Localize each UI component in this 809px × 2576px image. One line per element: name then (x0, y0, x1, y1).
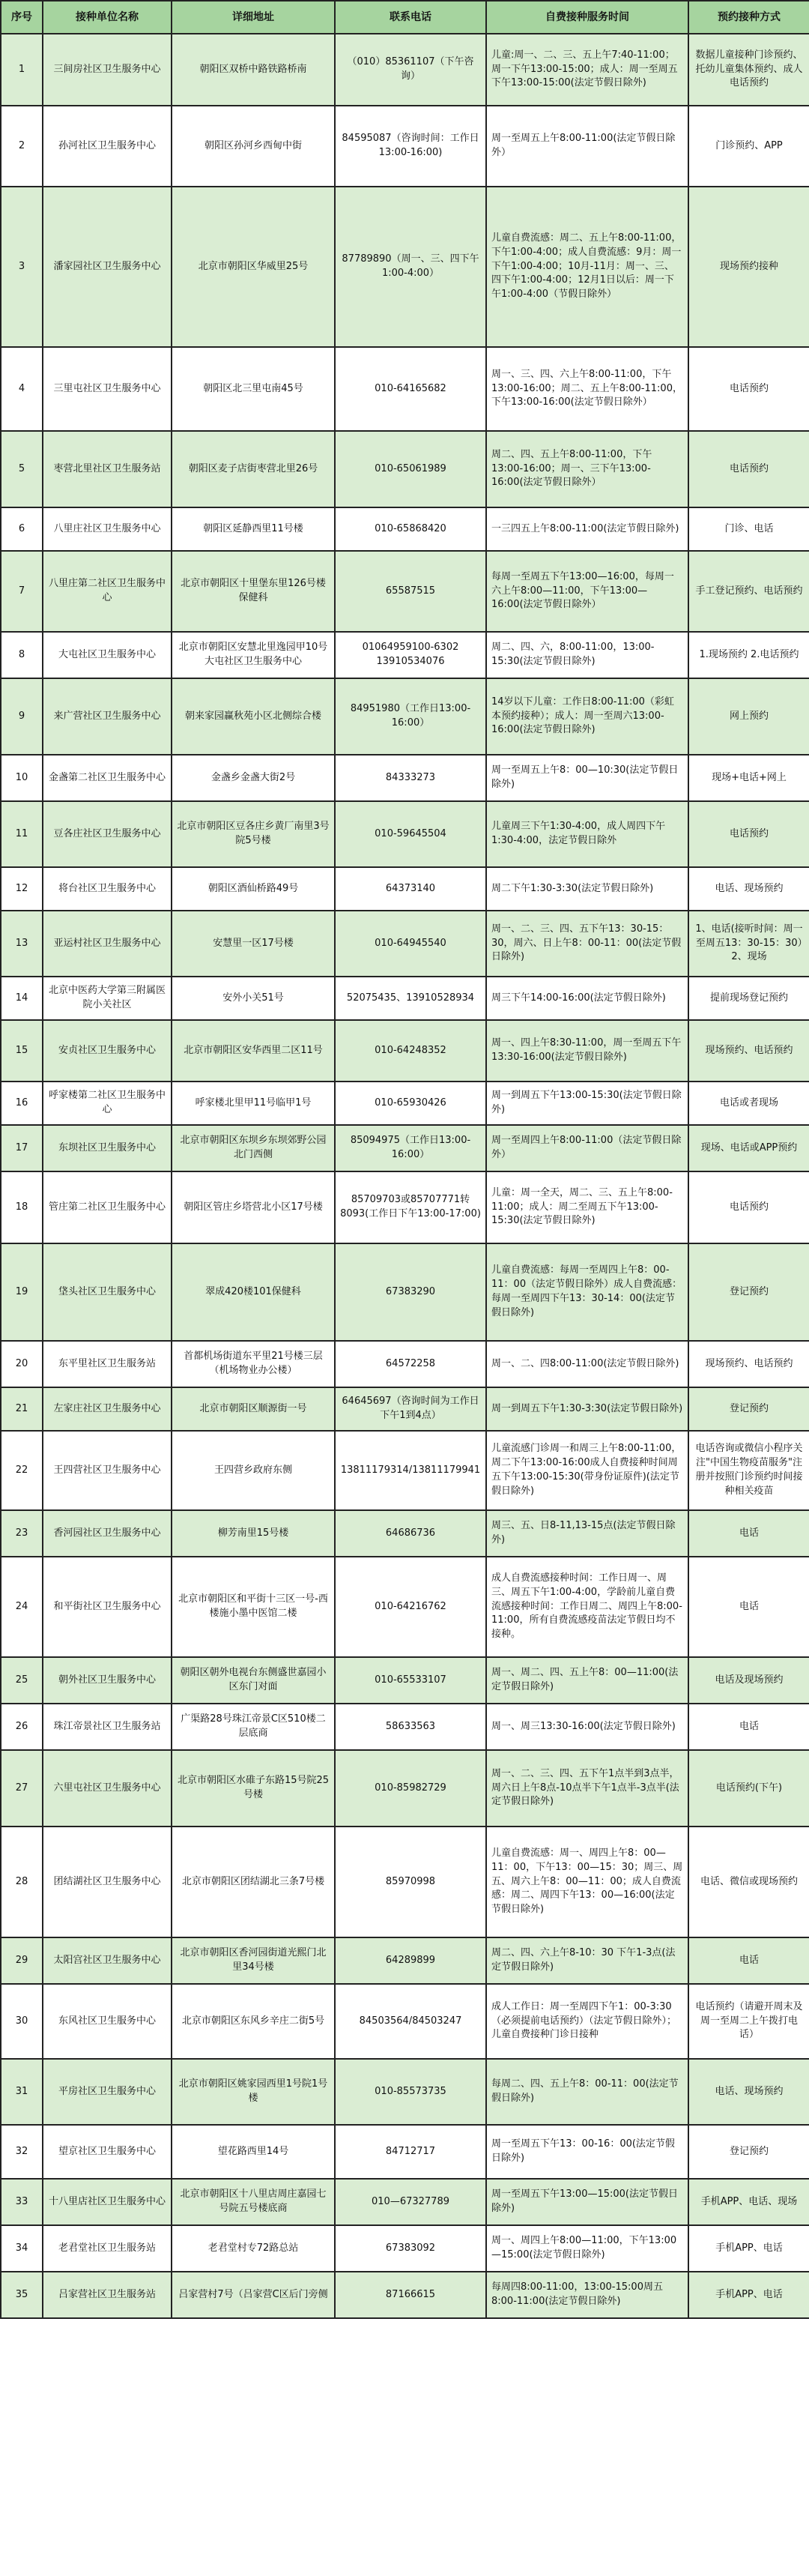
table-row (1, 1341, 809, 1387)
row-number: 9 (1, 678, 43, 755)
row-number: 7 (1, 551, 43, 632)
row-number: 4 (1, 347, 43, 431)
address: 翠成420楼101保健科 (172, 1243, 335, 1341)
phone: 010—67327789 (335, 2179, 486, 2225)
unit-name: 东风社区卫生服务中心 (43, 1984, 172, 2059)
phone: （010）85361107（下午咨询） (335, 34, 486, 106)
service-time: 周一至周五下午13：00-16：00(法定节假日除外) (486, 2125, 688, 2179)
phone: 85970998 (335, 1827, 486, 1937)
unit-name: 望京社区卫生服务中心 (43, 2125, 172, 2179)
table-row (1, 801, 809, 867)
address: 朝阳区朝外电视台东侧盛世嘉园小区东门对面 (172, 1657, 335, 1704)
unit-name: 平房社区卫生服务中心 (43, 2059, 172, 2125)
unit-name: 太阳宫社区卫生服务中心 (43, 1937, 172, 1984)
address: 朝阳区北三里屯南45号 (172, 347, 335, 431)
booking-method: 电话及现场预约 (688, 1657, 809, 1704)
booking-method: 现场+电话+网上 (688, 755, 809, 801)
unit-name: 将台社区卫生服务中心 (43, 867, 172, 911)
table-row (1, 1510, 809, 1557)
unit-name: 东坝社区卫生服务中心 (43, 1125, 172, 1171)
booking-method: 登记预约 (688, 2125, 809, 2179)
booking-method: 现场预约、电话预约 (688, 1020, 809, 1082)
header-time: 自费接种服务时间 (486, 1, 688, 34)
booking-method: 登记预约 (688, 1243, 809, 1341)
service-time: 14岁以下儿童：工作日8:00-11:00（彩虹本预约接种）；成人：周一至周六13:00-16:00(法定节假日除外) (486, 678, 688, 755)
unit-name: 王四营社区卫生服务中心 (43, 1431, 172, 1510)
table-row (1, 755, 809, 801)
phone: 010-85573735 (335, 2059, 486, 2125)
address: 朝阳区酒仙桥路49号 (172, 867, 335, 911)
unit-name: 豆各庄社区卫生服务中心 (43, 801, 172, 867)
phone: 84951980（工作日13:00-16:00） (335, 678, 486, 755)
phone: 010-64945540 (335, 911, 486, 977)
phone: 87789890（周一、三、四下午1:00-4:00） (335, 187, 486, 347)
address: 金盏乡金盏大街2号 (172, 755, 335, 801)
address: 北京市朝阳区十里堡东里126号楼保健科 (172, 551, 335, 632)
unit-name: 老君堂社区卫生服务站 (43, 2225, 172, 2272)
unit-name: 呼家楼第二社区卫生服务中心 (43, 1082, 172, 1125)
row-number: 11 (1, 801, 43, 867)
address: 老君堂村专72路总站 (172, 2225, 335, 2272)
service-time: 周二下午1:30-3:30(法定节假日除外) (486, 867, 688, 911)
booking-method: 网上预约 (688, 678, 809, 755)
table-row (1, 678, 809, 755)
phone: 67383092 (335, 2225, 486, 2272)
address: 北京市朝阳区豆各庄乡黄厂南里3号院5号楼 (172, 801, 335, 867)
table-row (1, 1171, 809, 1243)
header-no: 序号 (1, 1, 43, 34)
service-time: 成人工作日：周一至周四下午1：00-3:30（必须提前电话预约）（法定节假日除外）；儿童自费接种门诊日接种 (486, 1984, 688, 2059)
service-time: 周一到周五下午13:00-15:30(法定节假日除外) (486, 1082, 688, 1125)
address: 北京市朝阳区东坝乡东坝郊野公园北门西侧 (172, 1125, 335, 1171)
phone: 64686736 (335, 1510, 486, 1557)
unit-name: 和平街社区卫生服务中心 (43, 1557, 172, 1657)
booking-method: 1.现场预约 2.电话预约 (688, 632, 809, 678)
table-row (1, 867, 809, 911)
address: 北京市朝阳区华威里25号 (172, 187, 335, 347)
unit-name: 左家庄社区卫生服务中心 (43, 1387, 172, 1431)
service-time: 周一、周二、四、五上午8：00—11:00(法定节假日除外) (486, 1657, 688, 1704)
service-time: 每周二、四、五上午8：00-11：00(法定节假日除外) (486, 2059, 688, 2125)
service-time: 周一、周三13:30-16:00(法定节假日除外) (486, 1704, 688, 1750)
phone: 64645697（咨询时间为工作日下午1到4点） (335, 1387, 486, 1431)
table-row (1, 106, 809, 187)
service-time: 每周四8:00-11:00，13:00-15:00周五8:00-11:00(法定节假日除外) (486, 2272, 688, 2318)
address: 首都机场街道东平里21号楼三层（机场物业办公楼） (172, 1341, 335, 1387)
address: 北京市朝阳区安慧北里逸园甲10号大屯社区卫生服务中心 (172, 632, 335, 678)
row-number: 33 (1, 2179, 43, 2225)
table-row (1, 1431, 809, 1510)
row-number: 20 (1, 1341, 43, 1387)
unit-name: 朝外社区卫生服务中心 (43, 1657, 172, 1704)
service-time: 周二、四、五上午8:00-11:00，下午13:00-16:00；周一、三下午13:00-16:00(法定节假日除外） (486, 431, 688, 507)
address: 呼家楼北里甲11号临甲1号 (172, 1082, 335, 1125)
table-row (1, 2179, 809, 2225)
service-time: 周一、周四上午8:00—11:00，下午13:00—15:00(法定节假日除外) (486, 2225, 688, 2272)
unit-name: 八里庄第二社区卫生服务中心 (43, 551, 172, 632)
table-row (1, 1557, 809, 1657)
unit-name: 东平里社区卫生服务站 (43, 1341, 172, 1387)
service-time: 儿童自费流感：每周一至周四上午8：00-11：00（法定节假日除外）成人自费流感：每周一至周四下午13：30-14：00(法定节假日除外) (486, 1243, 688, 1341)
header-row (1, 1, 809, 34)
phone: 85094975（工作日13:00-16:00） (335, 1125, 486, 1171)
booking-method: 门诊、电话 (688, 507, 809, 551)
table-row (1, 1020, 809, 1082)
service-time: 周三下午14:00-16:00(法定节假日除外) (486, 977, 688, 1020)
phone: 52075435、13910528934 (335, 977, 486, 1020)
service-time: 儿童自费流感：周二、五上午8:00-11:00，下午1:00-4:00；成人自费流感：9月：周一下午1:00-4:00；10月-11月：周一、三、四下午1:00-4:00；12月1日以后：周一下午1:00-4:00（节假日除外） (486, 187, 688, 347)
table-row (1, 1657, 809, 1704)
row-number: 26 (1, 1704, 43, 1750)
booking-method: 现场、电话或APP预约 (688, 1125, 809, 1171)
unit-name: 管庄第二社区卫生服务中心 (43, 1171, 172, 1243)
booking-method: 门诊预约、APP (688, 106, 809, 187)
address: 北京市朝阳区团结湖北三条7号楼 (172, 1827, 335, 1937)
booking-method: 电话 (688, 1937, 809, 1984)
table-row (1, 187, 809, 347)
service-time: 周一到周五下午1:30-3:30(法定节假日除外) (486, 1387, 688, 1431)
booking-method: 电话预约 (688, 431, 809, 507)
row-number: 31 (1, 2059, 43, 2125)
phone: 84595087（咨询时间：工作日13:00-16:00) (335, 106, 486, 187)
address: 朝来家园赢秋苑小区北侧综合楼 (172, 678, 335, 755)
booking-method: 电话、微信或现场预约 (688, 1827, 809, 1937)
phone: 64373140 (335, 867, 486, 911)
unit-name: 团结湖社区卫生服务中心 (43, 1827, 172, 1937)
unit-name: 吕家营社区卫生服务站 (43, 2272, 172, 2318)
row-number: 19 (1, 1243, 43, 1341)
booking-method: 1、电话(接听时间：周一至周五13：30-15：30）2、现场 (688, 911, 809, 977)
address: 北京市朝阳区和平街十三区一号-西楼施小墨中医馆二楼 (172, 1557, 335, 1657)
table-row (1, 1750, 809, 1827)
unit-name: 珠江帝景社区卫生服务站 (43, 1704, 172, 1750)
booking-method: 现场预约、电话预约 (688, 1341, 809, 1387)
phone: 84503564/84503247 (335, 1984, 486, 2059)
phone: 84712717 (335, 2125, 486, 2179)
booking-method: 电话或者现场 (688, 1082, 809, 1125)
table-row (1, 2225, 809, 2272)
booking-method: 电话预约（请避开周末及周一至周二上午拨打电话） (688, 1984, 809, 2059)
address: 广渠路28号珠江帝景C区510楼二层底商 (172, 1704, 335, 1750)
unit-name: 八里庄社区卫生服务中心 (43, 507, 172, 551)
table-row (1, 1704, 809, 1750)
booking-method: 手机APP、电话 (688, 2272, 809, 2318)
phone: 65587515 (335, 551, 486, 632)
service-time: 周二、四、六，8:00-11:00，13:00-15:30(法定节假日除外) (486, 632, 688, 678)
table-row (1, 34, 809, 106)
header-method: 预约接种方式 (688, 1, 809, 34)
service-time: 周一、二、三、四、五下午13：30-15：30，周六、日上午8：00-11：00(法定节假日除外) (486, 911, 688, 977)
row-number: 23 (1, 1510, 43, 1557)
table-row (1, 1082, 809, 1125)
phone: 010-64248352 (335, 1020, 486, 1082)
row-number: 27 (1, 1750, 43, 1827)
service-time: 周一至周四上午8:00-11:00（法定节假日除外） (486, 1125, 688, 1171)
address: 北京市朝阳区顺源街一号 (172, 1387, 335, 1431)
service-time: 周二、四、六上午8-10：30 下午1-3点(法定节假日除外) (486, 1937, 688, 1984)
address: 望花路西里14号 (172, 2125, 335, 2179)
row-number: 17 (1, 1125, 43, 1171)
phone: 64572258 (335, 1341, 486, 1387)
booking-method: 数据儿童接种门诊预约、托幼儿童集体预约、成人电话预约 (688, 34, 809, 106)
phone: 010-85982729 (335, 1750, 486, 1827)
table-row (1, 632, 809, 678)
service-time: 周一至周五上午8:00-11:00(法定节假日除外） (486, 106, 688, 187)
address: 北京市朝阳区姚家园西里1号院1号楼 (172, 2059, 335, 2125)
unit-name: 潘家园社区卫生服务中心 (43, 187, 172, 347)
address: 柳芳南里15号楼 (172, 1510, 335, 1557)
address: 北京市朝阳区十八里店周庄嘉园七号院五号楼底商 (172, 2179, 335, 2225)
phone: 010-65868420 (335, 507, 486, 551)
table-row (1, 2272, 809, 2318)
row-number: 13 (1, 911, 43, 977)
row-number: 12 (1, 867, 43, 911)
table-row (1, 507, 809, 551)
address: 北京市朝阳区香河园街道光熙门北里34号楼 (172, 1937, 335, 1984)
row-number: 8 (1, 632, 43, 678)
table-row (1, 347, 809, 431)
unit-name: 十八里店社区卫生服务中心 (43, 2179, 172, 2225)
booking-method: 手机APP、电话、现场 (688, 2179, 809, 2225)
booking-method: 手机APP、电话 (688, 2225, 809, 2272)
row-number: 34 (1, 2225, 43, 2272)
service-time: 周三、五、日8-11,13-15点(法定节假日除外) (486, 1510, 688, 1557)
unit-name: 安贞社区卫生服务中心 (43, 1020, 172, 1082)
address: 王四营乡政府东侧 (172, 1431, 335, 1510)
row-number: 5 (1, 431, 43, 507)
booking-method: 电话 (688, 1510, 809, 1557)
table-row (1, 977, 809, 1020)
row-number: 35 (1, 2272, 43, 2318)
table-row (1, 1125, 809, 1171)
row-number: 22 (1, 1431, 43, 1510)
row-number: 14 (1, 977, 43, 1020)
unit-name: 枣营北里社区卫生服务站 (43, 431, 172, 507)
service-time: 每周一至周五下午13:00—16:00，每周一六上午8:00—11:00，下午13:00—16:00(法定节假日除外） (486, 551, 688, 632)
address: 吕家营村7号（吕家营C区后门旁侧 (172, 2272, 335, 2318)
booking-method: 电话 (688, 1704, 809, 1750)
service-time: 儿童自费流感：周一、周四上午8：00—11：00，下午13：00—15：30；周三、周五、周六上午8：00—11：00；成人自费流感：周二、周四下午13：00—16:00(法定节假日除外) (486, 1827, 688, 1937)
service-time: 周一至周五下午13:00—15:00(法定节假日除外) (486, 2179, 688, 2225)
unit-name: 垡头社区卫生服务中心 (43, 1243, 172, 1341)
address: 北京市朝阳区水碓子东路15号院25号楼 (172, 1750, 335, 1827)
address: 朝阳区孙河乡西甸中街 (172, 106, 335, 187)
unit-name: 孙河社区卫生服务中心 (43, 106, 172, 187)
service-time: 儿童流感门诊周一和周三上午8:00-11:00，周二下午13:00-16:00成人自费接种时间周五下午13:00-15:30(带身份证原件)(法定节假日除外) (486, 1431, 688, 1510)
address: 朝阳区延静西里11号楼 (172, 507, 335, 551)
service-time: 儿童:周一、二、三、五上午7:40-11:00；周一下午13:00-15:00；成人：周一至周五下午13:00-15:00(法定节假日除外) (486, 34, 688, 106)
row-number: 3 (1, 187, 43, 347)
unit-name: 金盏第二社区卫生服务中心 (43, 755, 172, 801)
header-name: 接种单位名称 (43, 1, 172, 34)
unit-name: 北京中医药大学第三附属医院小关社区 (43, 977, 172, 1020)
phone: 58633563 (335, 1704, 486, 1750)
table-row (1, 1984, 809, 2059)
service-time: 周一至周五上午8：00—10:30(法定节假日除外) (486, 755, 688, 801)
service-time: 儿童：周一全天，周二、三、五上午8:00-11:00；成人：周二至周五下午13:00-15:30(法定节假日除外) (486, 1171, 688, 1243)
booking-method: 手工登记预约、电话预约 (688, 551, 809, 632)
row-number: 18 (1, 1171, 43, 1243)
phone: 010-65533107 (335, 1657, 486, 1704)
phone: 01064959100-6302 13910534076 (335, 632, 486, 678)
row-number: 15 (1, 1020, 43, 1082)
booking-method: 电话、现场预约 (688, 2059, 809, 2125)
table-row (1, 911, 809, 977)
row-number: 2 (1, 106, 43, 187)
row-number: 32 (1, 2125, 43, 2179)
table-row (1, 551, 809, 632)
table-row (1, 1937, 809, 1984)
table-row (1, 1387, 809, 1431)
row-number: 25 (1, 1657, 43, 1704)
booking-method: 电话预约(下午) (688, 1750, 809, 1827)
row-number: 29 (1, 1937, 43, 1984)
table-row (1, 1243, 809, 1341)
phone: 010-65930426 (335, 1082, 486, 1125)
header-phone: 联系电话 (335, 1, 486, 34)
unit-name: 三间房社区卫生服务中心 (43, 34, 172, 106)
address: 朝阳区麦子店街枣营北里26号 (172, 431, 335, 507)
service-time: 一三四五上午8:00-11:00(法定节假日除外) (486, 507, 688, 551)
booking-method: 电话预约 (688, 347, 809, 431)
row-number: 30 (1, 1984, 43, 2059)
table-row (1, 2059, 809, 2125)
booking-method: 现场预约接种 (688, 187, 809, 347)
unit-name: 大屯社区卫生服务中心 (43, 632, 172, 678)
booking-method: 电话 (688, 1557, 809, 1657)
phone: 85709703或85707771转8093(工作日下午13:00-17:00) (335, 1171, 486, 1243)
row-number: 16 (1, 1082, 43, 1125)
row-number: 28 (1, 1827, 43, 1937)
phone: 010-64216762 (335, 1557, 486, 1657)
table-row (1, 2125, 809, 2179)
phone: 87166615 (335, 2272, 486, 2318)
service-time: 儿童周三下午1:30-4:00，成人周四下午1:30-4:00，法定节假日除外 (486, 801, 688, 867)
phone: 13811179314/13811179941 (335, 1431, 486, 1510)
service-time: 成人自费流感接种时间：工作日周一、周三、周五下午1:00-4:00，学龄前儿童自费流感接种时间：工作日周二、周四上午8:00-11:00，所有自费流感疫苗法定节假日均不接种。 (486, 1557, 688, 1657)
phone: 010-59645504 (335, 801, 486, 867)
row-number: 10 (1, 755, 43, 801)
unit-name: 六里屯社区卫生服务中心 (43, 1750, 172, 1827)
table-row (1, 431, 809, 507)
unit-name: 来广营社区卫生服务中心 (43, 678, 172, 755)
unit-name: 亚运村社区卫生服务中心 (43, 911, 172, 977)
booking-method: 电话、现场预约 (688, 867, 809, 911)
service-time: 周一、三、四、六上午8:00-11:00，下午13:00-16:00；周二、五上午8:00-11:00，下午13:00-16:00(法定节假日除外） (486, 347, 688, 431)
row-number: 6 (1, 507, 43, 551)
row-number: 21 (1, 1387, 43, 1431)
address: 安慧里一区17号楼 (172, 911, 335, 977)
address: 朝阳区双桥中路铁路桥南 (172, 34, 335, 106)
unit-name: 香河园社区卫生服务中心 (43, 1510, 172, 1557)
booking-method: 电话预约 (688, 801, 809, 867)
phone: 64289899 (335, 1937, 486, 1984)
row-number: 1 (1, 34, 43, 106)
row-number: 24 (1, 1557, 43, 1657)
booking-method: 电话预约 (688, 1171, 809, 1243)
phone: 67383290 (335, 1243, 486, 1341)
phone: 010-64165682 (335, 347, 486, 431)
unit-name: 三里屯社区卫生服务中心 (43, 347, 172, 431)
booking-method: 电话咨询或微信小程序关注"中国生物疫苗服务"注册并按照门诊预约时间接种相关疫苗 (688, 1431, 809, 1510)
booking-method: 提前现场登记预约 (688, 977, 809, 1020)
service-time: 周一、二、四8:00-11:00(法定节假日除外) (486, 1341, 688, 1387)
table-body (1, 34, 809, 2318)
address: 北京市朝阳区安华西里二区11号 (172, 1020, 335, 1082)
service-time: 周一、四上午8:30-11:00，周一至周五下午13:30-16:00(法定节假日除外) (486, 1020, 688, 1082)
phone: 010-65061989 (335, 431, 486, 507)
table-row (1, 1827, 809, 1937)
address: 安外小关51号 (172, 977, 335, 1020)
booking-method: 登记预约 (688, 1387, 809, 1431)
address: 朝阳区管庄乡塔营北小区17号楼 (172, 1171, 335, 1243)
phone: 84333273 (335, 755, 486, 801)
address: 北京市朝阳区东风乡辛庄二街5号 (172, 1984, 335, 2059)
header-address: 详细地址 (172, 1, 335, 34)
service-time: 周一、二、三、四、五下午1点半到3点半，周六日上午8点-10点半下午1点半-3点半(法定节假日除外) (486, 1750, 688, 1827)
